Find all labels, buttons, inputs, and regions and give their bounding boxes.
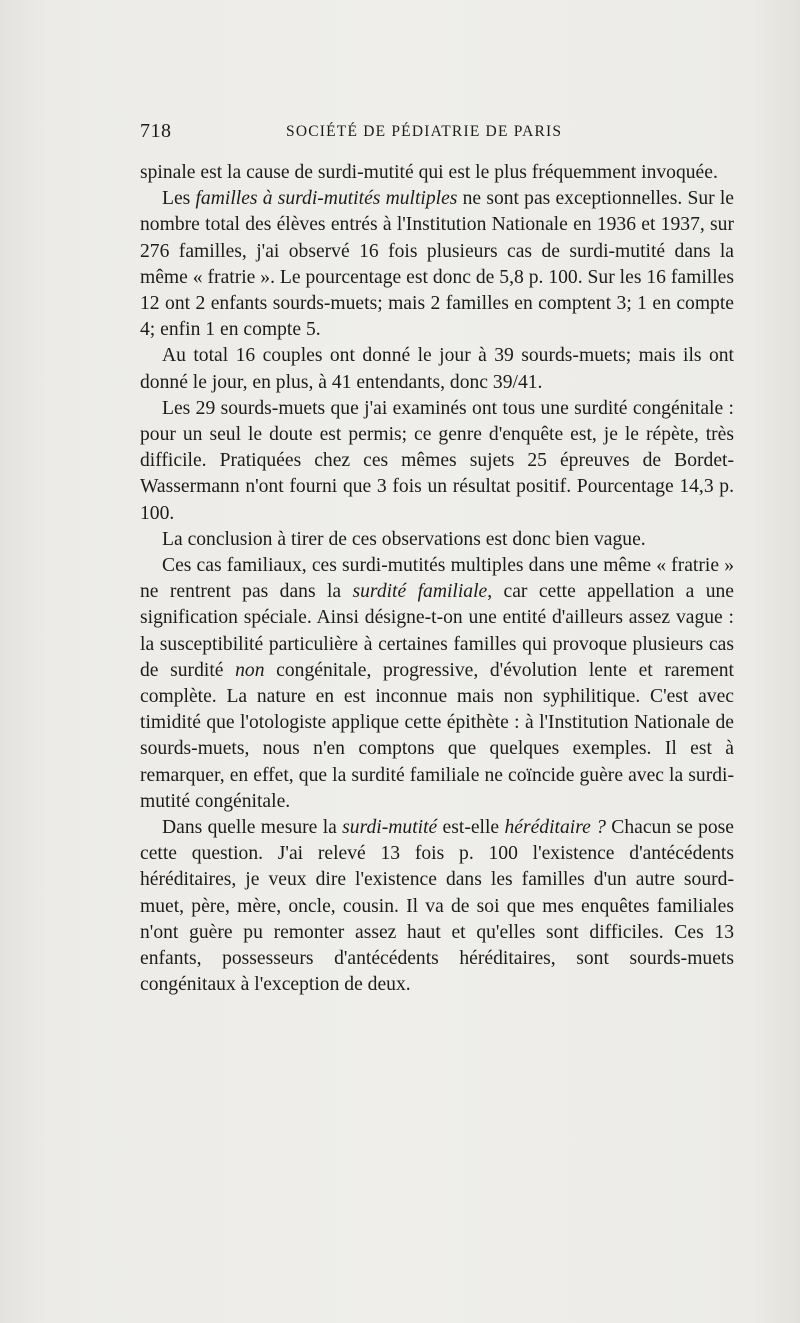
- paragraph-4: [140, 396, 734, 527]
- paragraph-7-italic-b: héréditaire ?: [504, 817, 606, 839]
- paragraph-2-text-b: ne sont pas exceptionnelles. Sur le nombre total des élèves entrés à l'Institution Nationale en 1936 et 1937, sur 276 familles, j'ai observé 16 fois plusieurs cas de surdi-mutité dans la même « fratrie ». Le pourcentage est donc de 5,8 p. 100. Sur les 16 familles 12 ont 2 enfants sourds-muets; mais 2 familles en comptent 3; 1 en compte 4; enfin 1 en compte 5.: [140, 188, 734, 341]
- paragraph-7: [140, 815, 734, 998]
- paragraph-1: [140, 160, 734, 186]
- paragraph-3-text: Au total 16 couples ont donné le jour à 39 sourds-muets; mais ils ont donné le jour, en plus, à 41 entendants, donc 39/41.: [140, 345, 734, 393]
- paragraph-7-text-a: Dans quelle mesure la: [162, 817, 343, 839]
- paragraph-1-text: spinale est la cause de surdi-mutité qui est le plus fréquemment invoquée.: [140, 162, 718, 183]
- paragraph-7-text-b: est-elle: [437, 817, 505, 839]
- paragraph-6-text-c: congénitale, progressive, d'évolution lente et rarement complète. La nature en est inconnue mais non syphilitique. C'est avec timidité que l'otologiste applique cette épithète : à l'Institution Nationale de sourds-muets, nous n'en comptons que quelques exemples. Il est à remarquer, en effet, que la surdité familiale ne coïncide guère avec la surdi-mutité congénitale.: [140, 659, 734, 812]
- paragraph-6-text-a: Ces cas familiaux, ces surdi-mutités multiples dans une même « fratrie » ne rentrent pas dans la: [140, 555, 734, 603]
- body-text: [140, 160, 734, 999]
- page-number: 718: [140, 120, 172, 142]
- paragraph-6-text-b: , car cette appellation a une signification spéciale. Ainsi désigne-t-on une entité d'ailleurs assez vague : la susceptibilité particulière à certaines familles qui provoque plusieurs cas de surdité: [140, 581, 734, 681]
- paragraph-6-italic-b: non: [235, 659, 265, 681]
- paragraph-4-text: Les 29 sourds-muets que j'ai examinés ont tous une surdité congénitale : pour un seul le doute est permis; ce genre d'enquête est, je le répète, très difficile. Pratiquées chez ces mêmes sujets 25 épreuves de Bordet-Wassermann n'ont fourni que 3 fois un résultat positif. Pourcentage 14,3 p. 100.: [140, 397, 734, 524]
- paragraph-6: [140, 553, 734, 815]
- paragraph-5-text: La conclusion à tirer de ces observations est donc bien vague.: [162, 528, 646, 550]
- paragraph-2-italic: familles à surdi-mutités multiples: [195, 188, 458, 210]
- paragraph-5: [140, 527, 734, 553]
- paragraph-6-italic-a: surdité familiale: [352, 581, 488, 603]
- paragraph-2-text-a: Les: [162, 188, 196, 210]
- paragraph-3: [140, 343, 734, 395]
- paragraph-7-text-c: Chacun se pose cette question. J'ai relevé 13 fois p. 100 l'existence d'antécédents héréditaires, je veux dire l'existence dans les familles d'un autre sourd-muet, père, mère, oncle, cousin. Il va de soi que mes enquêtes familiales n'ont guère pu remonter assez haut et qu'elles sont difficiles. Ces 13 enfants, possesseurs d'antécédents héréditaires, sont sourds-muets congénitaux à l'exception de deux.: [140, 817, 735, 996]
- page-header: [140, 120, 734, 150]
- paragraph-2: [140, 186, 734, 343]
- running-title: SOCIÉTÉ DE PÉDIATRIE DE PARIS: [286, 123, 563, 140]
- paragraph-7-italic-a: surdi-mutité: [342, 817, 438, 839]
